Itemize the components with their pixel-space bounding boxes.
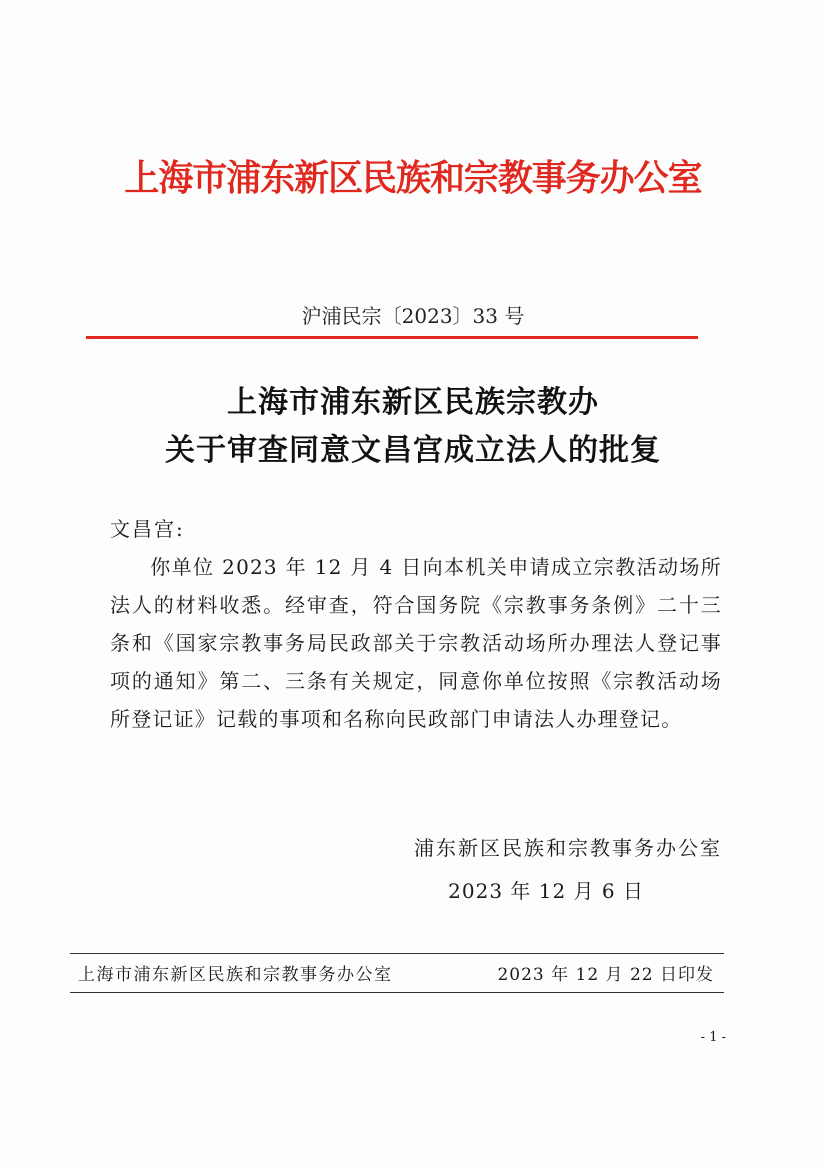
footer-print-date: 2023 年 12 月 22 日印发 (497, 965, 714, 985)
footer-organization: 上海市浦东新区民族和宗教事务办公室 (78, 965, 393, 985)
title-line-1: 上海市浦东新区民族宗教办 (227, 385, 599, 420)
footer-bottom-rule (70, 992, 724, 993)
page-number: - 1 - (700, 1030, 726, 1045)
document-number: 沪浦民宗〔2023〕33 号 (301, 304, 525, 328)
red-divider (86, 336, 698, 339)
issuer-header: 上海市浦东新区民族和宗教事务办公室 (124, 158, 702, 199)
body-paragraph-text: 你单位 2023 年 12 月 4 日向本机关申请成立宗教活动场所法人的材料收悉。经审查，符合国务院《宗教事务条例》二十三条和《国家宗教事务局民政部关于宗教活动场所办理法人登记事项的通知》第二、三条有关规定，同意你单位按照《宗教活动场所登记证》记载的事项和名称向民政部门申请法人办理登记。 (110, 555, 722, 731)
salutation: 文昌宫: (110, 517, 185, 541)
signature-organization: 浦东新区民族和宗教事务办公室 (414, 836, 722, 860)
signature-date: 2023 年 12 月 6 日 (448, 879, 644, 903)
body-paragraph (110, 548, 722, 738)
title-line-2: 关于审查同意文昌宫成立法人的批复 (165, 433, 661, 468)
footer-top-rule (70, 953, 724, 954)
